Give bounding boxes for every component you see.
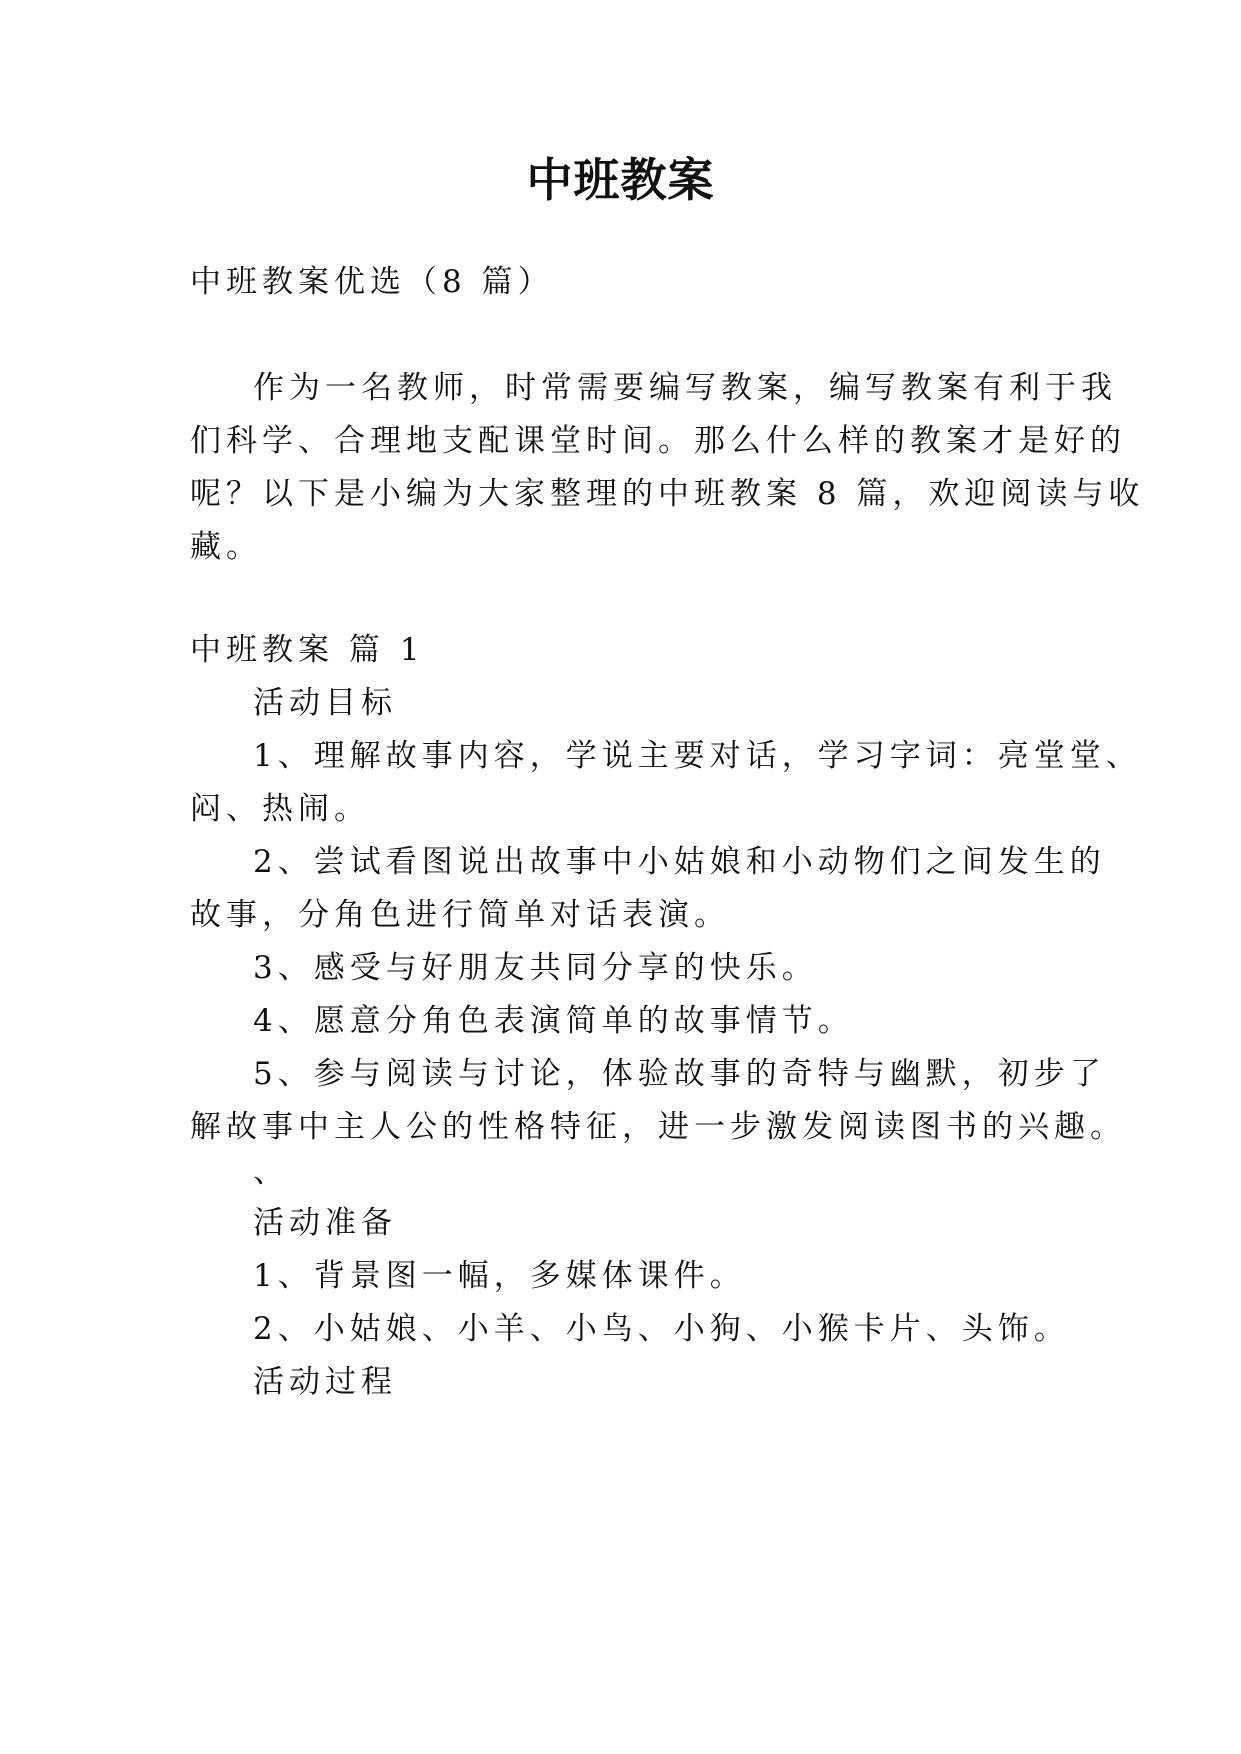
document-title: 中班教案 [526, 153, 715, 207]
goal-line: 2、尝试看图说出故事中小姑娘和小动物们之间发生的 [253, 844, 1106, 880]
goal-line: 3、感受与好朋友共同分享的快乐。 [253, 950, 818, 986]
intro-line: 藏。 [190, 529, 262, 565]
goal-line: 故事，分角色进行简单对话表演。 [190, 897, 730, 933]
goal-line: 1、理解故事内容，学说主要对话，学习字词：亮堂堂、 [253, 738, 1142, 774]
prep-heading: 活动准备 [253, 1205, 397, 1241]
goal-line: 4、愿意分角色表演简单的故事情节。 [253, 1003, 854, 1039]
goal-line: 闷、热闹。 [190, 791, 370, 827]
goal-line: 、 [253, 1154, 289, 1190]
intro-line: 们科学、合理地支配课堂时间。那么什么样的教案才是好的 [190, 423, 1126, 459]
goal-line: 5、参与阅读与讨论，体验故事的奇特与幽默，初步了 [253, 1056, 1106, 1092]
intro-line: 呢？以下是小编为大家整理的中班教案 8 篇，欢迎阅读与收 [190, 476, 1145, 512]
document-subtitle: 中班教案优选（8 篇） [190, 264, 554, 300]
prep-line: 1、背景图一幅，多媒体课件。 [253, 1258, 746, 1294]
goals-heading: 活动目标 [253, 685, 397, 721]
intro-line: 作为一名教师，时常需要编写教案，编写教案有利于我 [253, 370, 1117, 406]
section-heading: 中班教案 篇 1 [190, 632, 425, 668]
prep-line: 2、小姑娘、小羊、小鸟、小狗、小猴卡片、头饰。 [253, 1311, 1070, 1347]
goal-line: 解故事中主人公的性格特征，进一步激发阅读图书的兴趣。 [190, 1109, 1126, 1145]
process-heading: 活动过程 [253, 1364, 397, 1400]
